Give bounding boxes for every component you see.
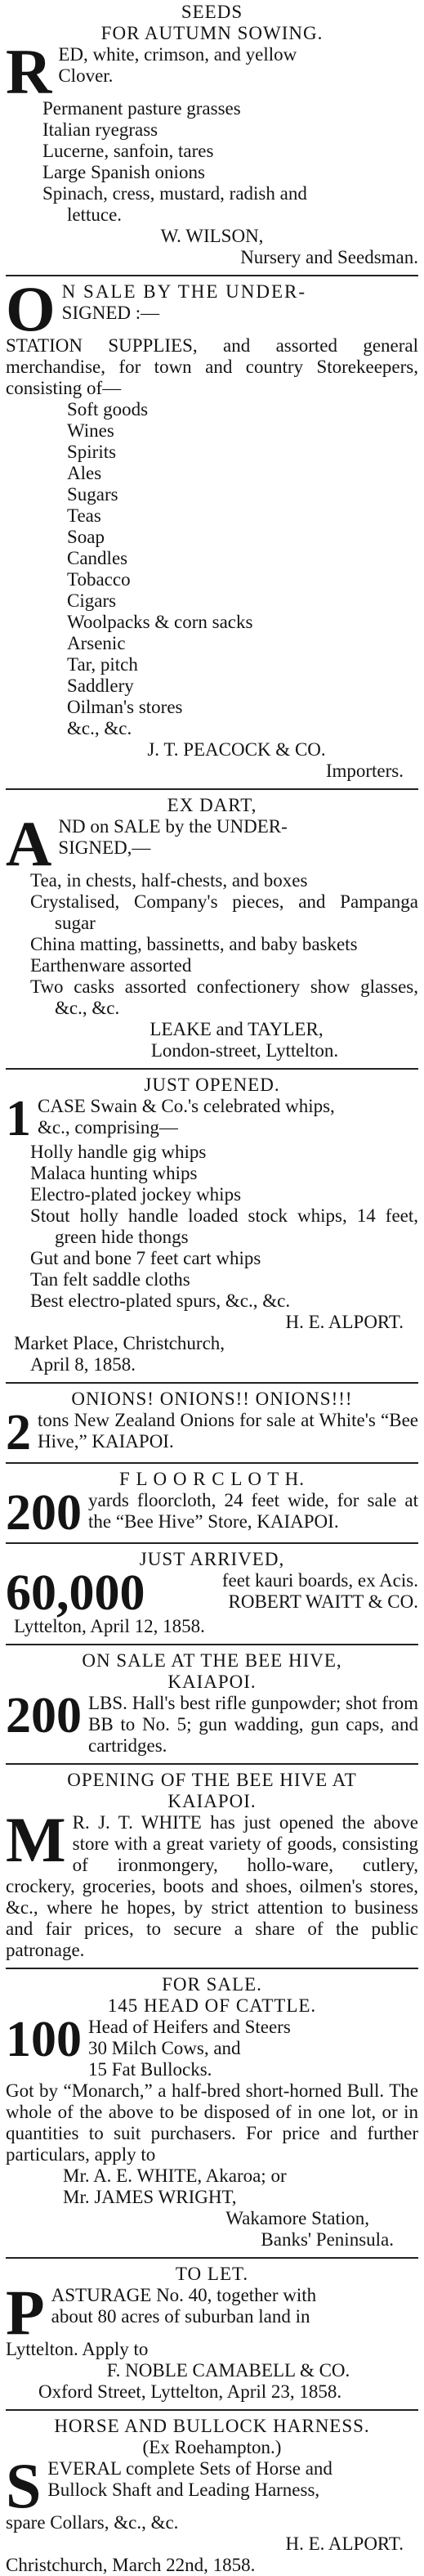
ad-heading: SEEDS (181, 2, 243, 22)
big-number: 2 (6, 1405, 31, 1461)
list-item: Wines (67, 420, 114, 441)
divider (6, 275, 418, 276)
to-let-advert (6, 2264, 418, 2403)
ad-heading: EX DART, (167, 795, 257, 815)
ad-heading: OPENING OF THE BEE HIVE AT (67, 1770, 357, 1790)
gunpowder-advert (6, 1650, 418, 1757)
ad-line: ROBERT WAITT & CO. (228, 1591, 418, 1612)
divider (6, 1542, 418, 1544)
list-item: Tea, in chests, half-chests, and boxes (30, 870, 308, 891)
divider (6, 1763, 418, 1765)
newspaper-column (6, 0, 418, 2576)
cattle-advert (6, 1974, 418, 2251)
ad-heading: HORSE AND BULLOCK HARNESS. (54, 2416, 370, 2436)
lead-line: ASTURAGE No. 40, together with (51, 2285, 317, 2305)
contact: Banks' Peninsula. (261, 2229, 394, 2250)
lead-line: N SALE BY THE UNDER- (61, 281, 307, 302)
lead-line: spare Collars, &c., &c. (6, 2512, 179, 2533)
list-item: Sugars (67, 484, 118, 505)
ad-line: 15 Fat Bullocks. (88, 2059, 212, 2080)
signer-title: London-street, Lyttelton. (150, 1040, 339, 1061)
lead-line: SIGNED :— (61, 303, 160, 323)
big-number: 60,000 (6, 1565, 145, 1621)
item-list (6, 1142, 418, 1312)
contact: Mr. JAMES WRIGHT, (63, 2187, 237, 2207)
list-item: Spinach, cress, mustard, radish and (42, 183, 307, 204)
list-item: Cigars (67, 590, 117, 611)
list-item: Malaca hunting whips (30, 1163, 198, 1183)
lead-line: &c., comprising— (38, 1117, 178, 1138)
ex-dart-advert (6, 795, 418, 1061)
ad-body: Got by “Monarch,” a half-bred short-horned Bull. The whole of the above to be disposed of in one lot, or in quantities to suit purchasers. For price and further particulars, apply to (6, 2080, 418, 2165)
divider (6, 788, 418, 790)
ad-heading: F L O O R C L O T H. (118, 1469, 306, 1489)
item-list (67, 399, 418, 739)
lead-line: Lyttelton. Apply to (6, 2339, 149, 2359)
signer: J. T. PEACOCK & CO. (147, 739, 326, 760)
list-item: Arsenic (67, 633, 126, 653)
list-item: Crystalised, Company's pieces, and Pampanga sugar (30, 891, 418, 933)
list-item: Earthenware assorted (30, 955, 192, 976)
list-item: Holly handle gig whips (30, 1142, 207, 1162)
lead-line: ND on SALE by the UNDER- (58, 816, 288, 837)
list-item: Soft goods (67, 399, 149, 420)
ad-subheading: KAIAPOI. (167, 1672, 257, 1692)
big-number: 200 (6, 1485, 82, 1541)
divider (6, 1462, 418, 1464)
kauri-boards-advert (6, 1549, 418, 1637)
ad-body: R. J. T. WHITE has just opened the above store with a great variety of goods, consisting of ironmongery, hollo-ware, cutlery, crockery, groceries, boots and shoes, oilmen's stores, &c., where he hopes, by strict attention to business and fair prices, to secure a share of the public patronage. (6, 1812, 418, 1960)
list-item: Soap (67, 527, 105, 547)
place: Market Place, Christchurch, (14, 1333, 225, 1353)
list-item: Italian ryegrass (42, 119, 158, 140)
lead-line: about 80 acres of suburban land in (51, 2306, 310, 2327)
big-number: 1 (6, 1091, 31, 1147)
list-item: Two casks assorted confectionery show glasses, &c., &c. (30, 976, 418, 1018)
ad-line: feet kauri boards, ex Acis. (221, 1570, 418, 1591)
signer: F. NOBLE CAMABELL & CO. (106, 2360, 350, 2381)
station-supplies-advert (6, 273, 418, 782)
list-item: &c., &c. (67, 718, 132, 738)
ad-body: STATION SUPPLIES, and assorted general merchandise, for town and country Storekeepers, consisting of— (6, 335, 418, 398)
ad-heading: TO LET. (175, 2264, 249, 2284)
drop-cap: A (6, 808, 52, 879)
list-item: Large Spanish onions (42, 162, 205, 182)
list-item: Stout holly handle loaded stock whips, 14 feet, green hide thongs (30, 1205, 418, 1247)
signer-title: Nursery and Seedsman. (240, 247, 418, 267)
list-item: Lucerne, sanfoin, tares (42, 141, 214, 161)
list-item: China matting, bassinetts, and baby baskets (30, 934, 358, 954)
item-list (42, 98, 418, 226)
list-item: Ales (67, 463, 102, 483)
divider (6, 1068, 418, 1070)
ad-subheading: FOR AUTUMN SOWING. (100, 23, 324, 43)
drop-cap: M (6, 1804, 66, 1875)
drop-cap: P (6, 2277, 45, 2348)
list-item: Permanent pasture grasses (42, 98, 241, 119)
ad-heading: JUST ARRIVED, (139, 1549, 285, 1569)
divider (6, 2257, 418, 2259)
onions-advert (6, 1389, 418, 1461)
list-item: Teas (67, 505, 101, 526)
lead-line: ED, white, crimson, and yellow (58, 44, 297, 65)
lead-line: Bullock Shaft and Leading Harness, (47, 2480, 320, 2500)
drop-cap: R (6, 36, 52, 107)
list-item: Candles (67, 548, 128, 568)
ad-heading: JUST OPENED. (144, 1075, 280, 1095)
ad-heading: FOR SALE. (162, 1974, 262, 1995)
ad-subheading: KAIAPOI. (167, 1791, 257, 1811)
contact: Mr. A. E. WHITE, Akaroa; or (63, 2165, 287, 2186)
ad-line: Head of Heifers and Steers (88, 2017, 291, 2037)
list-item: Gut and bone 7 feet cart whips (30, 1248, 261, 1268)
big-number: 100 (6, 2012, 82, 2067)
ad-heading: ON SALE AT THE BEE HIVE, (82, 1650, 342, 1671)
contact: Wakamore Station, (225, 2208, 369, 2228)
big-number: 200 (6, 1688, 82, 1744)
list-item: Saddlery (67, 675, 134, 696)
date: Oxford Street, Lyttelton, April 23, 1858. (38, 2381, 342, 2402)
date: Christchurch, March 22nd, 1858. (6, 2555, 256, 2575)
list-item: lettuce. (67, 204, 123, 225)
list-item: Electro-plated jockey whips (30, 1184, 242, 1205)
drop-cap: S (6, 2450, 42, 2521)
bee-hive-opening-advert (6, 1770, 418, 1961)
item-list (6, 870, 418, 1019)
divider (6, 1382, 418, 1384)
floorcloth-advert (6, 1469, 418, 1541)
list-item: Tan felt saddle cloths (30, 1269, 190, 1290)
lead-line: CASE Swain & Co.'s celebrated whips, (38, 1096, 335, 1116)
whips-advert (6, 1075, 418, 1376)
lead-line: EVERAL complete Sets of Horse and (47, 2458, 333, 2479)
list-item: Tobacco (67, 569, 131, 590)
ad-body: yards floorcloth, 24 feet wide, for sale at the “Bee Hive” Store, KAIAPOI. (88, 1490, 418, 1532)
signer: LEAKE and TAYLER, (150, 1019, 324, 1039)
drop-cap: O (6, 273, 56, 344)
divider (6, 1644, 418, 1645)
list-item: Oilman's stores (67, 697, 183, 717)
list-item: Best electro-plated spurs, &c., &c. (30, 1290, 291, 1311)
ad-body: LBS. Hall's best rifle gunpowder; shot from BB to No. 5; gun wadding, gun caps, and cartridges. (88, 1693, 418, 1756)
list-item: Tar, pitch (67, 654, 138, 675)
ad-subheading: 145 HEAD OF CATTLE. (107, 1995, 317, 2016)
signer: H. E. ALPORT. (285, 1312, 404, 1332)
signer: H. E. ALPORT. (285, 2533, 404, 2554)
date: April 8, 1858. (30, 1354, 136, 1375)
ad-subheading: (Ex Roehampton.) (142, 2437, 282, 2457)
lead-line: SIGNED,— (58, 837, 151, 858)
ad-body: tons New Zealand Onions for sale at White's “Bee Hive,” KAIAPOI. (38, 1410, 418, 1452)
list-item: Woolpacks & corn sacks (67, 612, 253, 632)
list-item: Spirits (67, 442, 117, 462)
ad-line: 30 Milch Cows, and (88, 2038, 241, 2058)
seeds-advert (6, 2, 418, 268)
ad-heading: ONIONS! ONIONS!! ONIONS!!! (71, 1389, 353, 1409)
divider (6, 2409, 418, 2411)
divider (6, 1968, 418, 1969)
date: Lyttelton, April 12, 1858. (14, 1616, 205, 1636)
signer: W. WILSON, (160, 226, 264, 246)
harness-advert (6, 2416, 418, 2576)
lead-line: Clover. (58, 65, 114, 86)
signer-title: Importers. (325, 761, 404, 781)
